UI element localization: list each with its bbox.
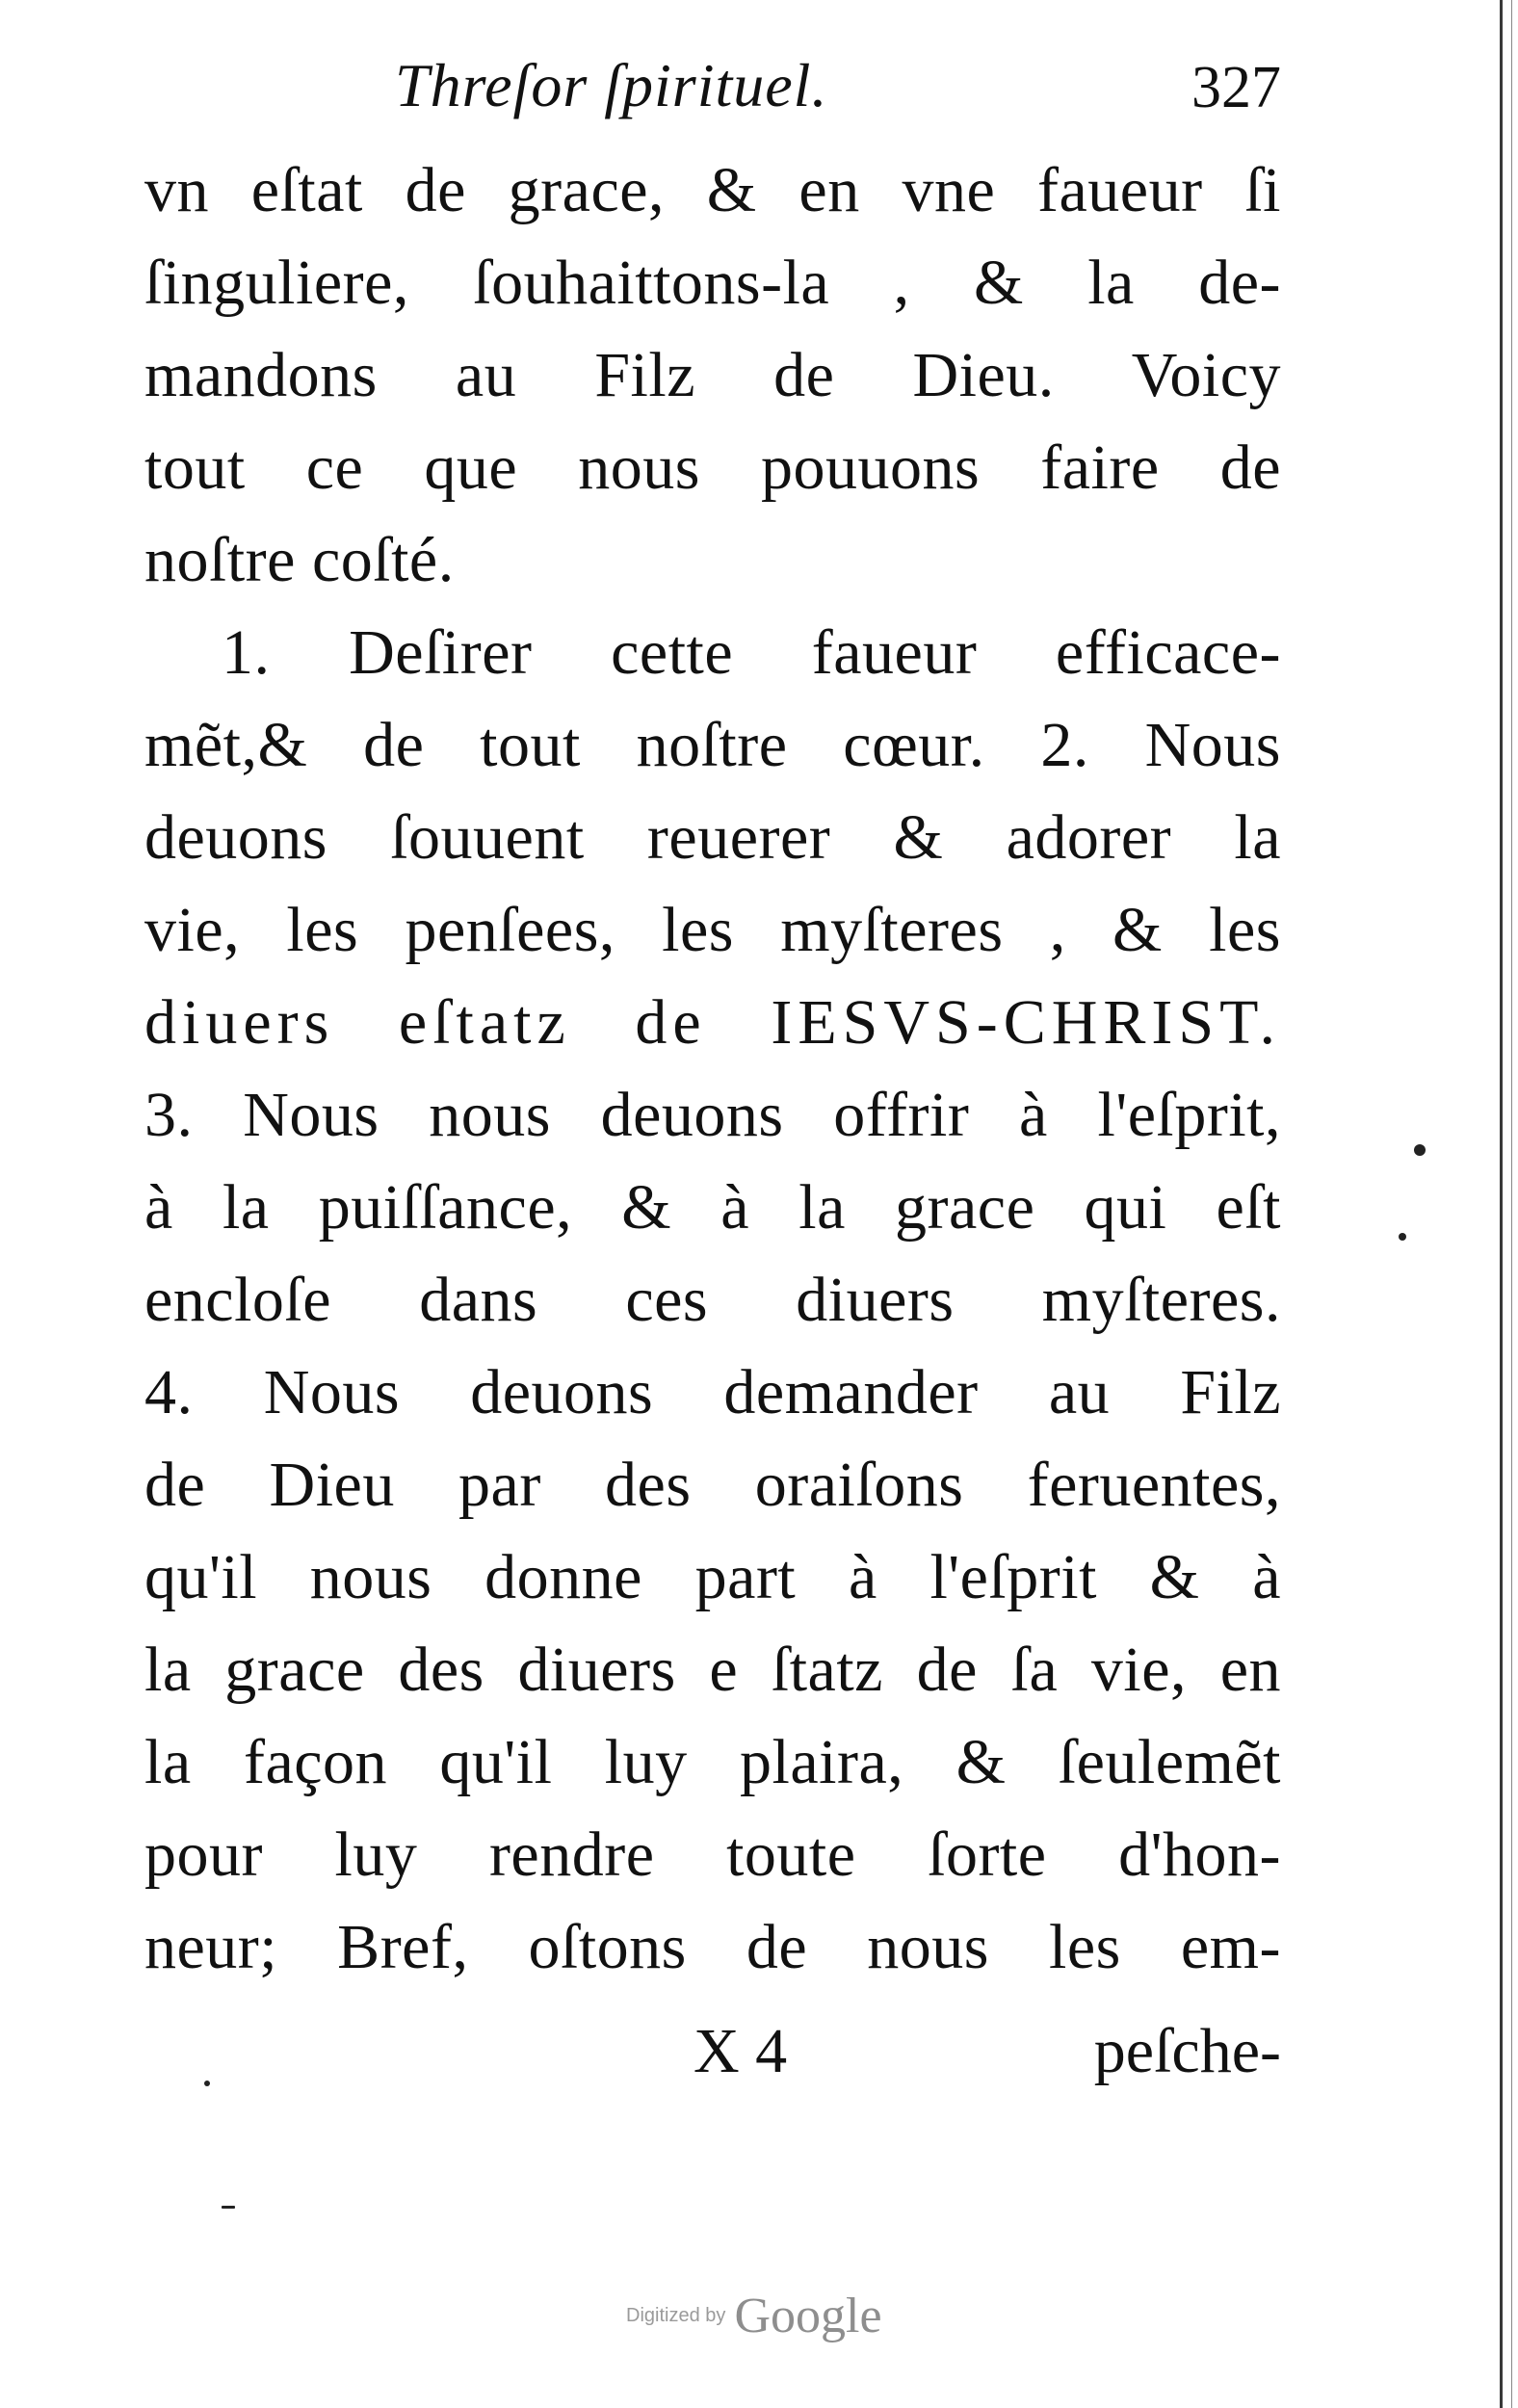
text-line: de Dieu par des oraiſons feruentes, <box>144 1450 1281 1520</box>
ink-speck <box>1414 1144 1426 1156</box>
text-line: 3. Nous nous deuons offrir à l'eſprit, <box>144 1080 1281 1150</box>
text-line: deuons ſouuent reuerer & adorer la <box>144 802 1281 873</box>
text-line: encloſe dans ces diuers myſteres. <box>144 1265 1281 1335</box>
text-line: noſtre coſté. <box>144 525 455 595</box>
page-edge-shadow <box>1500 0 1503 2408</box>
signature-mark: X 4 <box>694 2016 788 2086</box>
text-line: mandons au Filz de Dieu. Voicy <box>144 340 1281 410</box>
page-footer <box>144 2015 1281 2111</box>
text-line: pour luy rendre toute ſorte d'hon- <box>144 1819 1281 1890</box>
digitized-watermark <box>626 2288 882 2345</box>
running-head <box>144 50 1281 127</box>
ink-speck <box>222 2206 235 2209</box>
text-line: la façon qu'il luy plaira, & ſeulemẽt <box>144 1727 1281 1797</box>
digitized-by-label: Digitized by <box>626 2305 726 2326</box>
google-logo: Google <box>734 2289 882 2343</box>
text-line: vn eſtat de grace, & en vne faueur ſi <box>144 155 1281 225</box>
page-number: 327 <box>1191 55 1281 120</box>
running-head-title: Threſor ſpirituel. <box>395 51 828 119</box>
catchword: peſche- <box>1093 2016 1281 2086</box>
page-edge-line <box>1511 0 1512 2408</box>
ink-speck <box>204 2081 210 2086</box>
text-line: vie, les penſees, les myſteres , & les <box>144 895 1281 965</box>
ink-speck <box>1399 1233 1406 1241</box>
text-line: 1. Deſirer cette faueur efficace- <box>222 617 1281 688</box>
text-line: qu'il nous donne part à l'eſprit & à <box>144 1542 1281 1612</box>
body-text <box>144 144 1281 1994</box>
text-line: tout ce que nous pouuons faire de <box>144 432 1281 503</box>
text-line: mẽt,& de tout noſtre cœur. 2. Nous <box>144 710 1281 780</box>
text-line: à la puiſſance, & à la grace qui eſt <box>144 1172 1281 1243</box>
text-line: ſinguliere, ſouhaittons-la , & la de- <box>144 248 1281 318</box>
text-line: neur; Bref, oſtons de nous les em- <box>144 1912 1281 1982</box>
text-line: diuers eſtatz de IESVS-CHRIST. <box>144 987 1281 1058</box>
text-line: la grace des diuers e ſtatz de ſa vie, en <box>144 1635 1281 1705</box>
text-line: 4. Nous deuons demander au Filz <box>144 1357 1281 1427</box>
